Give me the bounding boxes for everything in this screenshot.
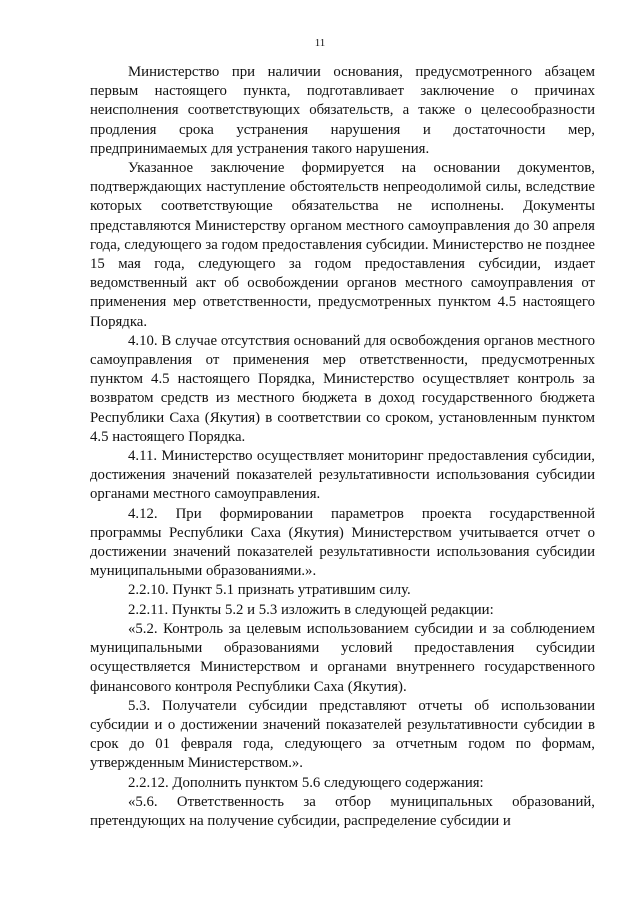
- paragraph-4-10: 4.10. В случае отсутствия оснований для освобождения органов местного самоуправления от применения мер ответственности, предусмотренных пунктом 4.5 настоящего Порядка, Министерство осуществляет контроль за возвратом средств из местного бюджета в доход государственного бюджета Республики Саха (Якутия) в соответствии со сроком, установленным пунктом 4.5 настоящего Порядка.: [90, 332, 595, 445]
- paragraph-2-2-11: 2.2.11. Пункты 5.2 и 5.3 изложить в следующей редакции:: [128, 601, 494, 618]
- paragraph-conclusion-basis: Указанное заключение формируется на основании документов, подтверждающих наступление обстоятельств непреодолимой силы, вследствие которых соответствующие обязательства не исполнены. Документы представляются Министерству органом местного самоуправления до 30 апреля года, следующего за годом предоставления субсидии. Министерство не позднее 15 мая года, следующего за годом предоставления субсидии, издает ведомственный акт об освобождении органов местного самоуправления от применения мер ответственности, предусмотренных пунктом 4.5 настоящего Порядка.: [90, 160, 595, 330]
- document-body: [90, 63, 595, 831]
- paragraph-5-3: 5.3. Получатели субсидии представляют отчеты об использовании субсидии и о достижении значений показателей результативности субсидии в срок до 01 февраля года, следующего за отчетным годом по формам, утвержденным Министерством.».: [90, 697, 595, 772]
- paragraph-2-2-12: 2.2.12. Дополнить пунктом 5.6 следующего содержания:: [128, 774, 484, 791]
- paragraph-2-2-10: 2.2.10. Пункт 5.1 признать утратившим силу.: [128, 582, 411, 599]
- paragraph-5-2: «5.2. Контроль за целевым использованием субсидии и за соблюдением муниципальными образованиями условий предоставления субсидии осуществляется Министерством и органами внутреннего государственного финансового контроля Республики Саха (Якутия).: [90, 620, 595, 695]
- paragraph-4-12: 4.12. При формировании параметров проекта государственной программы Республики Саха (Якутия) Министерством учитывается отчет о достижении значений показателей результативности использования субсидии муниципальными образованиями.».: [90, 505, 595, 580]
- paragraph-4-11: 4.11. Министерство осуществляет мониторинг предоставления субсидии, достижения значений показателей результативности использования субсидии органами местного самоуправления.: [90, 448, 595, 503]
- paragraph-conclusion-prep: Министерство при наличии основания, предусмотренного абзацем первым настоящего пункта, подготавливает заключение о причинах неисполнения соответствующих обязательств, а также о целесообразности продления срока устранения нарушения и достаточности мер, предпринимаемых для устранения такого нарушения.: [90, 64, 595, 157]
- paragraph-5-6: «5.6. Ответственность за отбор муниципальных образований, претендующих на получение субсидии, распределение субсидии и: [90, 793, 595, 829]
- page-number: 11: [314, 37, 326, 49]
